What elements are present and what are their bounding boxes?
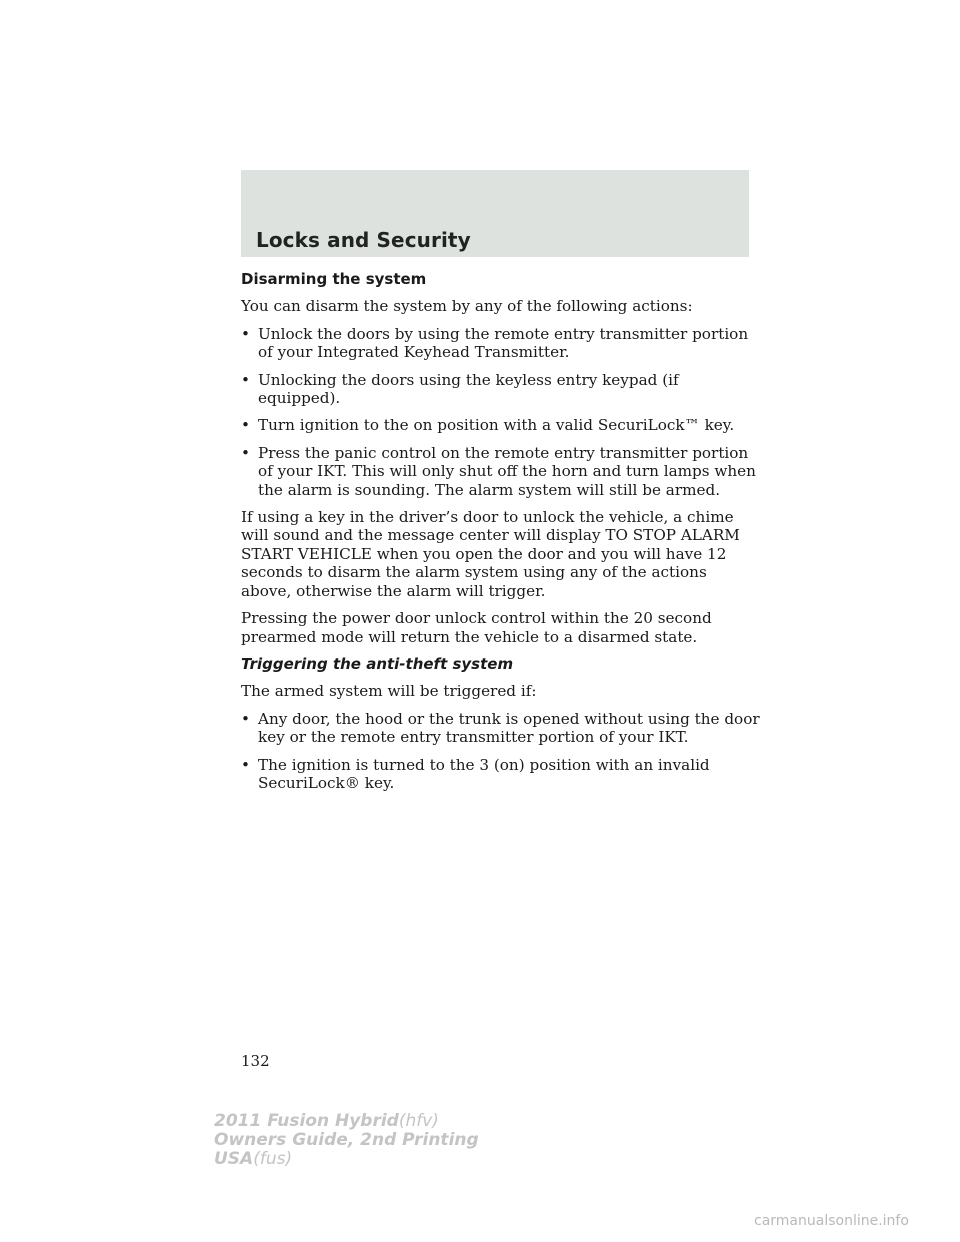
- bullet-icon: •: [241, 755, 250, 774]
- page-number: 132: [241, 1052, 270, 1070]
- watermark: carmanualsonline.info: [754, 1213, 909, 1229]
- bullet-icon: •: [241, 324, 250, 343]
- list-item: • Any door, the hood or the trunk is opened without using the door key or the remote entry transmitter portion of your IKT.: [241, 709, 760, 747]
- disarming-intro: You can disarm the system by any of the following actions:: [241, 297, 693, 316]
- bullet-icon: •: [241, 443, 250, 462]
- list-item: • Turn ignition to the on position with a valid SecuriLock™ key.: [241, 416, 735, 435]
- disarming-paragraph-prearmed: Pressing the power door unlock control within the 20 second prearmed mode will return the vehicle to a disarmed state.: [241, 609, 712, 646]
- disarming-list: [241, 325, 761, 499]
- footer-line-market: USA(fus): [214, 1149, 293, 1169]
- footer-line-model: 2011 Fusion Hybrid(hfv): [214, 1111, 439, 1131]
- heading-triggering: Triggering the anti-theft system: [241, 654, 514, 673]
- bullet-icon: •: [241, 370, 250, 389]
- document-footer: [214, 1112, 479, 1169]
- list-item: • The ignition is turned to the 3 (on) position with an invalid SecuriLock® key.: [241, 755, 710, 792]
- footer-line-guide: Owners Guide, 2nd Printing: [214, 1130, 479, 1150]
- triggering-intro: The armed system will be triggered if:: [241, 682, 537, 701]
- heading-disarming: Disarming the system: [241, 270, 427, 288]
- section-title: Locks and Security: [256, 228, 471, 252]
- bullet-icon: •: [241, 416, 250, 435]
- list-item: • Unlocking the doors using the keyless entry keypad (if equipped).: [241, 370, 679, 408]
- list-item: • Unlock the doors by using the remote entry transmitter portion of your Integrated Keyhead Transmitter.: [241, 324, 749, 362]
- disarming-paragraph-key: If using a key in the driver’s door to unlock the vehicle, a chime will sound and the message center will display TO STOP ALARM START VEHICLE when you open the door and you will have 12 seconds to disarm the alarm system using any of the actions above, otherwise the alarm will trigger.: [241, 508, 740, 600]
- list-item: • Press the panic control on the remote entry transmitter portion of your IKT. This will only shut off the horn and turn lamps when the alarm is sounding. The alarm system will still be armed.: [241, 443, 756, 499]
- bullet-icon: •: [241, 709, 250, 728]
- triggering-list: [241, 710, 761, 793]
- page-content: [241, 270, 761, 801]
